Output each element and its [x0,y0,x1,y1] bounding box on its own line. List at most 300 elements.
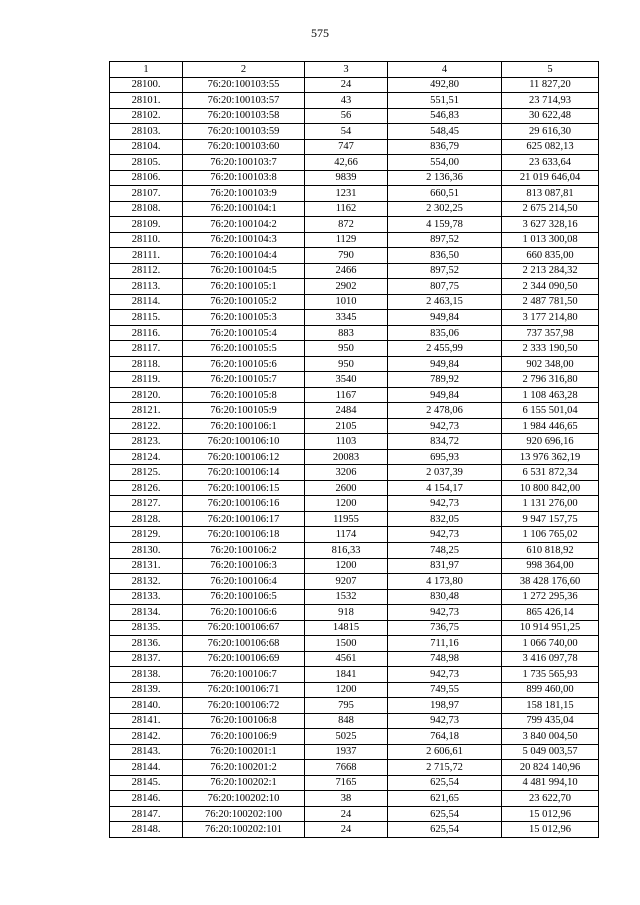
row-number-cell: 28142. [110,729,183,745]
row-number-cell: 28138. [110,667,183,683]
unit-value-cell: 4 173,80 [388,574,502,590]
table-row [110,729,599,745]
total-value-cell: 21 019 646,04 [502,170,599,186]
unit-value-cell: 695,93 [388,449,502,465]
table-row [110,713,599,729]
area-cell: 747 [305,139,388,155]
table-row [110,186,599,202]
cadastral-number-cell: 76:20:100105:4 [183,325,305,341]
row-number-cell: 28123. [110,434,183,450]
area-cell: 20083 [305,449,388,465]
area-cell: 1174 [305,527,388,543]
cadastral-number-cell: 76:20:100106:5 [183,589,305,605]
column-header: 5 [502,62,599,78]
row-number-cell: 28145. [110,775,183,791]
cadastral-number-cell: 76:20:100202:10 [183,791,305,807]
cadastral-number-cell: 76:20:100106:17 [183,511,305,527]
unit-value-cell: 2 715,72 [388,760,502,776]
row-number-cell: 28127. [110,496,183,512]
unit-value-cell: 551,51 [388,93,502,109]
table-row [110,636,599,652]
table-row [110,698,599,714]
total-value-cell: 799 435,04 [502,713,599,729]
table-row [110,139,599,155]
table-row [110,201,599,217]
cadastral-number-cell: 76:20:100201:1 [183,744,305,760]
row-number-cell: 28130. [110,542,183,558]
cadastral-number-cell: 76:20:100103:57 [183,93,305,109]
unit-value-cell: 548,45 [388,124,502,140]
table-row [110,248,599,264]
total-value-cell: 29 616,30 [502,124,599,140]
table-row [110,465,599,481]
cadastral-number-cell: 76:20:100106:15 [183,480,305,496]
total-value-cell: 1 066 740,00 [502,636,599,652]
total-value-cell: 10 800 842,00 [502,480,599,496]
row-number-cell: 28102. [110,108,183,124]
column-header: 1 [110,62,183,78]
total-value-cell: 9 947 157,75 [502,511,599,527]
area-cell: 2600 [305,480,388,496]
row-number-cell: 28136. [110,636,183,652]
table-row [110,387,599,403]
row-number-cell: 28121. [110,403,183,419]
row-number-cell: 28144. [110,760,183,776]
row-number-cell: 28118. [110,356,183,372]
cadastral-number-cell: 76:20:100106:67 [183,620,305,636]
cadastral-number-cell: 76:20:100103:58 [183,108,305,124]
table-row [110,605,599,621]
cadastral-number-cell: 76:20:100104:1 [183,201,305,217]
total-value-cell: 6 155 501,04 [502,403,599,419]
unit-value-cell: 492,80 [388,77,502,93]
area-cell: 14815 [305,620,388,636]
table-row [110,744,599,760]
unit-value-cell: 625,54 [388,775,502,791]
cadastral-number-cell: 76:20:100105:7 [183,372,305,388]
cadastral-number-cell: 76:20:100105:3 [183,310,305,326]
area-cell: 11955 [305,511,388,527]
column-header: 2 [183,62,305,78]
unit-value-cell: 949,84 [388,310,502,326]
cadastral-number-cell: 76:20:100104:3 [183,232,305,248]
unit-value-cell: 832,05 [388,511,502,527]
area-cell: 1162 [305,201,388,217]
area-cell: 54 [305,124,388,140]
row-number-cell: 28109. [110,217,183,233]
total-value-cell: 1 108 463,28 [502,387,599,403]
area-cell: 3345 [305,310,388,326]
unit-value-cell: 942,73 [388,418,502,434]
row-number-cell: 28101. [110,93,183,109]
unit-value-cell: 4 154,17 [388,480,502,496]
cadastral-number-cell: 76:20:100104:5 [183,263,305,279]
row-number-cell: 28111. [110,248,183,264]
cadastral-number-cell: 76:20:100103:55 [183,77,305,93]
area-cell: 9207 [305,574,388,590]
area-cell: 3540 [305,372,388,388]
total-value-cell: 1 106 765,02 [502,527,599,543]
total-value-cell: 11 827,20 [502,77,599,93]
total-value-cell: 3 840 004,50 [502,729,599,745]
unit-value-cell: 749,55 [388,682,502,698]
row-number-cell: 28146. [110,791,183,807]
cadastral-number-cell: 76:20:100105:5 [183,341,305,357]
total-value-cell: 865 426,14 [502,605,599,621]
table-row [110,325,599,341]
cadastral-number-cell: 76:20:100103:9 [183,186,305,202]
total-value-cell: 2 675 214,50 [502,201,599,217]
unit-value-cell: 554,00 [388,155,502,171]
table-row [110,775,599,791]
total-value-cell: 2 796 316,80 [502,372,599,388]
cadastral-number-cell: 76:20:100105:1 [183,279,305,295]
row-number-cell: 28132. [110,574,183,590]
row-number-cell: 28133. [110,589,183,605]
unit-value-cell: 897,52 [388,232,502,248]
area-cell: 5025 [305,729,388,745]
page-number: 575 [311,26,329,40]
row-number-cell: 28103. [110,124,183,140]
total-value-cell: 6 531 872,34 [502,465,599,481]
cadastral-number-cell: 76:20:100104:4 [183,248,305,264]
area-cell: 1010 [305,294,388,310]
total-value-cell: 23 622,70 [502,791,599,807]
row-number-cell: 28115. [110,310,183,326]
total-value-cell: 813 087,81 [502,186,599,202]
table-row [110,341,599,357]
unit-value-cell: 942,73 [388,496,502,512]
row-number-cell: 28129. [110,527,183,543]
row-number-cell: 28114. [110,294,183,310]
row-number-cell: 28148. [110,822,183,838]
row-number-cell: 28126. [110,480,183,496]
unit-value-cell: 711,16 [388,636,502,652]
area-cell: 1200 [305,682,388,698]
table-body [110,77,599,837]
row-number-cell: 28116. [110,325,183,341]
total-value-cell: 1 013 300,08 [502,232,599,248]
total-value-cell: 23 633,64 [502,155,599,171]
cadastral-number-cell: 76:20:100106:68 [183,636,305,652]
unit-value-cell: 942,73 [388,667,502,683]
cadastral-number-cell: 76:20:100106:3 [183,558,305,574]
area-cell: 3206 [305,465,388,481]
row-number-cell: 28143. [110,744,183,760]
row-number-cell: 28135. [110,620,183,636]
unit-value-cell: 660,51 [388,186,502,202]
area-cell: 42,66 [305,155,388,171]
total-value-cell: 998 364,00 [502,558,599,574]
area-cell: 872 [305,217,388,233]
unit-value-cell: 835,06 [388,325,502,341]
unit-value-cell: 2 606,61 [388,744,502,760]
total-value-cell: 10 914 951,25 [502,620,599,636]
cadastral-number-cell: 76:20:100106:14 [183,465,305,481]
row-number-cell: 28113. [110,279,183,295]
cadastral-number-cell: 76:20:100106:10 [183,434,305,450]
unit-value-cell: 2 455,99 [388,341,502,357]
unit-value-cell: 807,75 [388,279,502,295]
unit-value-cell: 198,97 [388,698,502,714]
area-cell: 1841 [305,667,388,683]
cadastral-number-cell: 76:20:100103:8 [183,170,305,186]
table-row [110,356,599,372]
total-value-cell: 610 818,92 [502,542,599,558]
cadastral-number-cell: 76:20:100106:71 [183,682,305,698]
total-value-cell: 15 012,96 [502,822,599,838]
total-value-cell: 13 976 362,19 [502,449,599,465]
table-row [110,155,599,171]
total-value-cell: 2 213 284,32 [502,263,599,279]
area-cell: 1231 [305,186,388,202]
area-cell: 790 [305,248,388,264]
table-row [110,93,599,109]
table-row [110,511,599,527]
cadastral-number-cell: 76:20:100103:60 [183,139,305,155]
area-cell: 1500 [305,636,388,652]
row-number-cell: 28110. [110,232,183,248]
unit-value-cell: 625,54 [388,822,502,838]
unit-value-cell: 830,48 [388,589,502,605]
total-value-cell: 5 049 003,57 [502,744,599,760]
row-number-cell: 28128. [110,511,183,527]
area-cell: 1200 [305,496,388,512]
table-row [110,108,599,124]
total-value-cell: 899 460,00 [502,682,599,698]
total-value-cell: 158 181,15 [502,698,599,714]
table-row [110,791,599,807]
column-header: 4 [388,62,502,78]
total-value-cell: 2 487 781,50 [502,294,599,310]
cadastral-number-cell: 76:20:100106:16 [183,496,305,512]
area-cell: 2484 [305,403,388,419]
total-value-cell: 1 984 446,65 [502,418,599,434]
cadastral-number-cell: 76:20:100202:100 [183,806,305,822]
area-cell: 4561 [305,651,388,667]
cadastral-number-cell: 76:20:100103:59 [183,124,305,140]
cadastral-number-cell: 76:20:100106:72 [183,698,305,714]
row-number-cell: 28122. [110,418,183,434]
unit-value-cell: 2 136,36 [388,170,502,186]
table-row [110,558,599,574]
table-row [110,822,599,838]
table-row [110,760,599,776]
unit-value-cell: 836,79 [388,139,502,155]
row-number-cell: 28104. [110,139,183,155]
table-row [110,682,599,698]
row-number-cell: 28108. [110,201,183,217]
unit-value-cell: 2 037,39 [388,465,502,481]
cadastral-number-cell: 76:20:100201:2 [183,760,305,776]
unit-value-cell: 764,18 [388,729,502,745]
table-row [110,589,599,605]
unit-value-cell: 942,73 [388,527,502,543]
cadastral-number-cell: 76:20:100106:8 [183,713,305,729]
table-row [110,418,599,434]
cadastral-number-cell: 76:20:100105:9 [183,403,305,419]
row-number-cell: 28147. [110,806,183,822]
area-cell: 2902 [305,279,388,295]
row-number-cell: 28139. [110,682,183,698]
cadastral-number-cell: 76:20:100106:69 [183,651,305,667]
row-number-cell: 28117. [110,341,183,357]
area-cell: 918 [305,605,388,621]
table-row [110,124,599,140]
table-row [110,232,599,248]
area-cell: 56 [305,108,388,124]
area-cell: 1937 [305,744,388,760]
area-cell: 43 [305,93,388,109]
column-header: 3 [305,62,388,78]
row-number-cell: 28120. [110,387,183,403]
area-cell: 24 [305,77,388,93]
total-value-cell: 3 416 097,78 [502,651,599,667]
cadastral-number-cell: 76:20:100202:101 [183,822,305,838]
total-value-cell: 3 177 214,80 [502,310,599,326]
table-row [110,527,599,543]
cadastral-number-cell: 76:20:100106:9 [183,729,305,745]
row-number-cell: 28141. [110,713,183,729]
row-number-cell: 28100. [110,77,183,93]
total-value-cell: 15 012,96 [502,806,599,822]
unit-value-cell: 748,98 [388,651,502,667]
table-row [110,170,599,186]
table-row [110,496,599,512]
total-value-cell: 23 714,93 [502,93,599,109]
area-cell: 9839 [305,170,388,186]
area-cell: 795 [305,698,388,714]
row-number-cell: 28105. [110,155,183,171]
total-value-cell: 625 082,13 [502,139,599,155]
unit-value-cell: 2 302,25 [388,201,502,217]
unit-value-cell: 621,65 [388,791,502,807]
area-cell: 1129 [305,232,388,248]
unit-value-cell: 949,84 [388,387,502,403]
row-number-cell: 28106. [110,170,183,186]
table-row [110,449,599,465]
area-cell: 7165 [305,775,388,791]
row-number-cell: 28134. [110,605,183,621]
unit-value-cell: 4 159,78 [388,217,502,233]
row-number-cell: 28131. [110,558,183,574]
row-number-cell: 28125. [110,465,183,481]
area-cell: 883 [305,325,388,341]
unit-value-cell: 2 478,06 [388,403,502,419]
cadastral-number-cell: 76:20:100106:18 [183,527,305,543]
unit-value-cell: 2 463,15 [388,294,502,310]
cadastral-number-cell: 76:20:100106:1 [183,418,305,434]
unit-value-cell: 836,50 [388,248,502,264]
table-row [110,310,599,326]
area-cell: 1167 [305,387,388,403]
total-value-cell: 737 357,98 [502,325,599,341]
total-value-cell: 1 131 276,00 [502,496,599,512]
cadastral-number-cell: 76:20:100105:2 [183,294,305,310]
table-row [110,651,599,667]
unit-value-cell: 748,25 [388,542,502,558]
area-cell: 24 [305,822,388,838]
row-number-cell: 28137. [110,651,183,667]
cadastral-number-cell: 76:20:100106:12 [183,449,305,465]
table-row [110,620,599,636]
table-header-row [110,62,599,78]
area-cell: 1532 [305,589,388,605]
total-value-cell: 2 333 190,50 [502,341,599,357]
total-value-cell: 3 627 328,16 [502,217,599,233]
table-row [110,667,599,683]
total-value-cell: 20 824 140,96 [502,760,599,776]
total-value-cell: 4 481 994,10 [502,775,599,791]
area-cell: 950 [305,341,388,357]
total-value-cell: 660 835,00 [502,248,599,264]
table-row [110,434,599,450]
area-cell: 2466 [305,263,388,279]
table-row [110,77,599,93]
area-cell: 1200 [305,558,388,574]
total-value-cell: 1 735 565,93 [502,667,599,683]
total-value-cell: 1 272 295,36 [502,589,599,605]
area-cell: 2105 [305,418,388,434]
area-cell: 1103 [305,434,388,450]
total-value-cell: 2 344 090,50 [502,279,599,295]
table-row [110,263,599,279]
area-cell: 7668 [305,760,388,776]
cadastral-number-cell: 76:20:100106:2 [183,542,305,558]
unit-value-cell: 831,97 [388,558,502,574]
table-row [110,542,599,558]
row-number-cell: 28119. [110,372,183,388]
row-number-cell: 28124. [110,449,183,465]
data-table [109,61,599,838]
unit-value-cell: 625,54 [388,806,502,822]
cadastral-number-cell: 76:20:100104:2 [183,217,305,233]
table-row [110,574,599,590]
cadastral-number-cell: 76:20:100106:7 [183,667,305,683]
cadastral-number-cell: 76:20:100105:8 [183,387,305,403]
area-cell: 816,33 [305,542,388,558]
row-number-cell: 28107. [110,186,183,202]
unit-value-cell: 834,72 [388,434,502,450]
table-row [110,294,599,310]
unit-value-cell: 546,83 [388,108,502,124]
cadastral-number-cell: 76:20:100106:4 [183,574,305,590]
area-cell: 848 [305,713,388,729]
unit-value-cell: 942,73 [388,605,502,621]
table-row [110,806,599,822]
total-value-cell: 902 348,00 [502,356,599,372]
table-row [110,480,599,496]
table-row [110,372,599,388]
row-number-cell: 28140. [110,698,183,714]
cadastral-number-cell: 76:20:100103:7 [183,155,305,171]
area-cell: 38 [305,791,388,807]
table-row [110,279,599,295]
table-row [110,217,599,233]
cadastral-number-cell: 76:20:100106:6 [183,605,305,621]
unit-value-cell: 736,75 [388,620,502,636]
area-cell: 950 [305,356,388,372]
total-value-cell: 38 428 176,60 [502,574,599,590]
unit-value-cell: 789,92 [388,372,502,388]
unit-value-cell: 942,73 [388,713,502,729]
unit-value-cell: 897,52 [388,263,502,279]
row-number-cell: 28112. [110,263,183,279]
cadastral-number-cell: 76:20:100202:1 [183,775,305,791]
table-row [110,403,599,419]
unit-value-cell: 949,84 [388,356,502,372]
total-value-cell: 920 696,16 [502,434,599,450]
